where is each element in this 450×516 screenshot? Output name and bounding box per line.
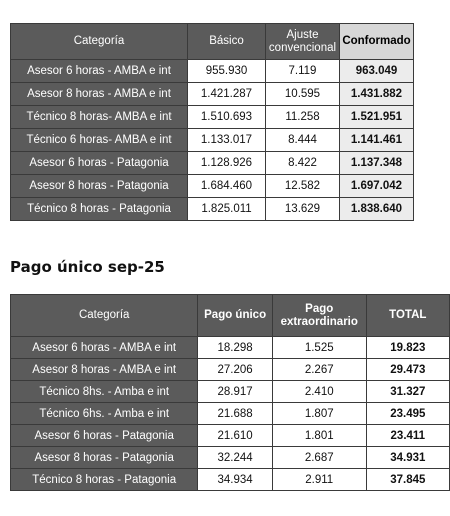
value-cell: 32.244 — [198, 447, 272, 469]
total-cell: 1.137.348 — [340, 152, 414, 175]
header-pago-unico: Pago único — [198, 295, 272, 337]
category-cell: Asesor 6 horas - Patagonia — [11, 152, 188, 175]
category-cell: Asesor 8 horas - AMBA e int — [11, 83, 188, 106]
value-cell: 8.422 — [266, 152, 340, 175]
total-cell: 1.431.882 — [340, 83, 414, 106]
value-cell: 21.688 — [198, 403, 272, 425]
value-cell: 18.298 — [198, 337, 272, 359]
total-cell: 1.838.640 — [340, 198, 414, 221]
total-cell: 1.141.461 — [340, 129, 414, 152]
category-cell: Técnico 8 horas - Patagonia — [11, 469, 198, 491]
header-categoria: Categoría — [11, 24, 188, 60]
salary-table — [10, 23, 414, 221]
value-cell: 2.267 — [272, 359, 366, 381]
value-cell: 1.825.011 — [188, 198, 266, 221]
category-cell: Técnico 6hs. - Amba e int — [11, 403, 198, 425]
table-row — [11, 106, 414, 129]
category-cell: Asesor 6 horas - Patagonia — [11, 425, 198, 447]
table-row — [11, 447, 450, 469]
header-conformado: Conformado — [340, 24, 414, 60]
table-row — [11, 425, 450, 447]
value-cell: 21.610 — [198, 425, 272, 447]
table-header-row — [11, 24, 414, 60]
value-cell: 955.930 — [188, 60, 266, 83]
total-cell: 23.411 — [366, 425, 449, 447]
one-time-payment-table — [10, 294, 450, 491]
value-cell: 1.801 — [272, 425, 366, 447]
total-cell: 23.495 — [366, 403, 449, 425]
value-cell: 13.629 — [266, 198, 340, 221]
category-cell: Asesor 8 horas - Patagonia — [11, 447, 198, 469]
table-header-row — [11, 295, 450, 337]
total-cell: 1.697.042 — [340, 175, 414, 198]
category-cell: Asesor 8 horas - Patagonia — [11, 175, 188, 198]
value-cell: 1.421.287 — [188, 83, 266, 106]
total-cell: 1.521.951 — [340, 106, 414, 129]
value-cell: 27.206 — [198, 359, 272, 381]
value-cell: 2.911 — [272, 469, 366, 491]
value-cell: 7.119 — [266, 60, 340, 83]
value-cell: 1.133.017 — [188, 129, 266, 152]
value-cell: 2.687 — [272, 447, 366, 469]
value-cell: 8.444 — [266, 129, 340, 152]
table-row — [11, 403, 450, 425]
table-row — [11, 198, 414, 221]
table-row — [11, 175, 414, 198]
category-cell: Técnico 8hs. - Amba e int — [11, 381, 198, 403]
table-row — [11, 337, 450, 359]
category-cell: Asesor 8 horas - AMBA e int — [11, 359, 198, 381]
category-cell: Técnico 8 horas - Patagonia — [11, 198, 188, 221]
value-cell: 1.510.693 — [188, 106, 266, 129]
header-total: TOTAL — [366, 295, 449, 337]
table-row — [11, 152, 414, 175]
section-title-pago-unico: Pago único sep-25 — [10, 258, 165, 276]
total-cell: 37.845 — [366, 469, 449, 491]
table-row — [11, 129, 414, 152]
value-cell: 10.595 — [266, 83, 340, 106]
header-ajuste-convencional: Ajuste convencional — [266, 24, 340, 60]
table-row — [11, 60, 414, 83]
header-basico: Básico — [188, 24, 266, 60]
value-cell: 1.807 — [272, 403, 366, 425]
table-row — [11, 469, 450, 491]
value-cell: 2.410 — [272, 381, 366, 403]
header-categoria: Categoría — [11, 295, 198, 337]
total-cell: 29.473 — [366, 359, 449, 381]
category-cell: Asesor 6 horas - AMBA e int — [11, 337, 198, 359]
value-cell: 34.934 — [198, 469, 272, 491]
total-cell: 31.327 — [366, 381, 449, 403]
table-row — [11, 83, 414, 106]
total-cell: 963.049 — [340, 60, 414, 83]
header-pago-extraordinario: Pago extraordinario — [272, 295, 366, 337]
value-cell: 28.917 — [198, 381, 272, 403]
table-row — [11, 359, 450, 381]
total-cell: 19.823 — [366, 337, 449, 359]
value-cell: 11.258 — [266, 106, 340, 129]
value-cell: 1.684.460 — [188, 175, 266, 198]
category-cell: Técnico 6 horas- AMBA e int — [11, 129, 188, 152]
total-cell: 34.931 — [366, 447, 449, 469]
value-cell: 1.128.926 — [188, 152, 266, 175]
category-cell: Asesor 6 horas - AMBA e int — [11, 60, 188, 83]
value-cell: 12.582 — [266, 175, 340, 198]
table-row — [11, 381, 450, 403]
value-cell: 1.525 — [272, 337, 366, 359]
category-cell: Técnico 8 horas- AMBA e int — [11, 106, 188, 129]
